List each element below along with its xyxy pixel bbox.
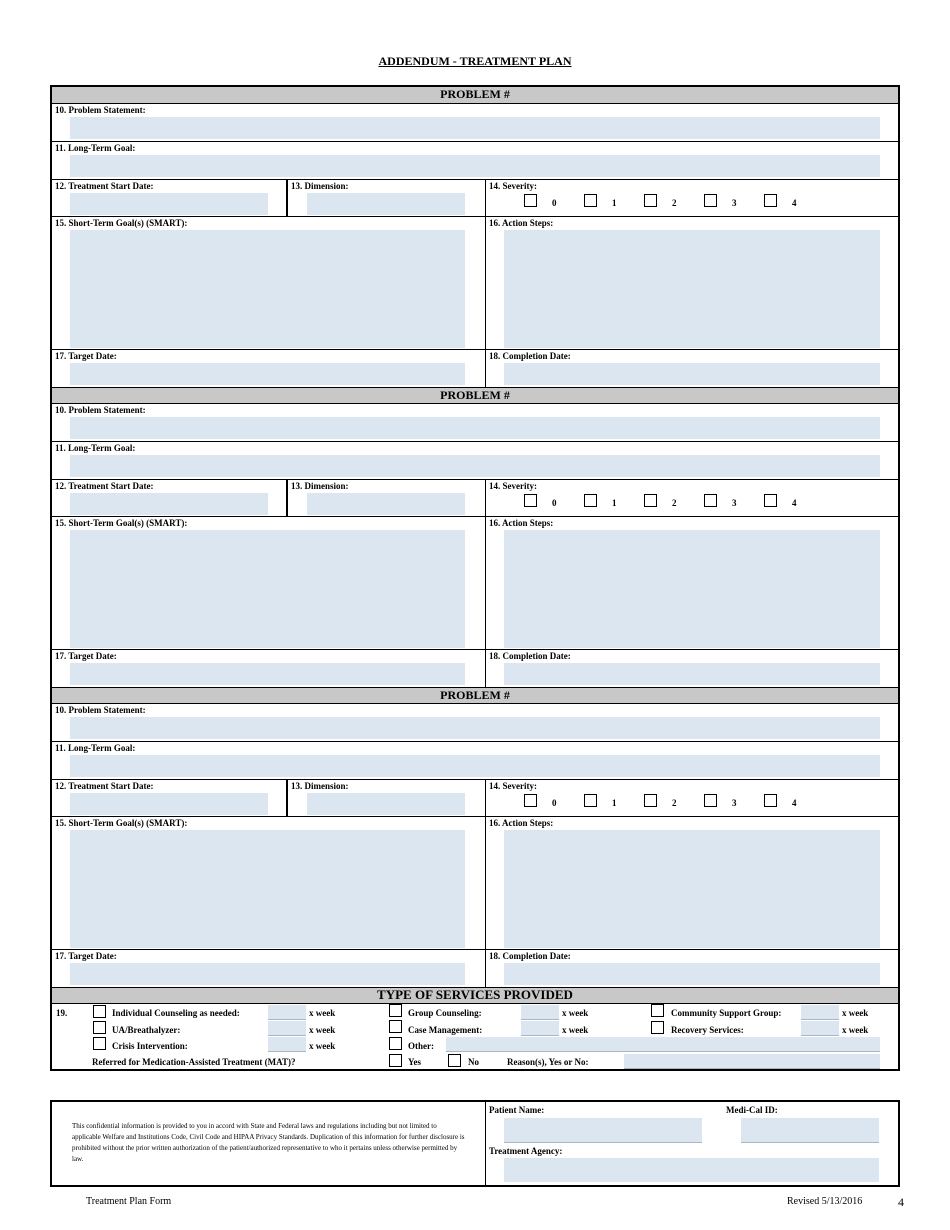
completion-date-field-1[interactable] <box>504 363 880 385</box>
action-steps-label: 16. Action Steps: <box>489 818 554 828</box>
dates-severity-row-1 <box>52 179 898 216</box>
dimension-label: 13. Dimension: <box>291 781 349 791</box>
problem-statement-row-3 <box>52 703 898 741</box>
problem-statement-label: 10. Problem Statement: <box>55 705 146 715</box>
action-steps-field-1[interactable] <box>504 230 880 348</box>
case-management-checkbox[interactable] <box>389 1020 402 1033</box>
short-term-goal-field-1[interactable] <box>70 230 465 348</box>
crisis-intervention-field[interactable] <box>268 1037 306 1052</box>
individual-counseling-label: Individual Counseling as needed: <box>112 1008 240 1018</box>
goals-steps-row-1 <box>52 216 898 349</box>
target-completion-row-1 <box>52 349 898 387</box>
problem-header-3: PROBLEM # <box>52 687 898 703</box>
mat-yes-checkbox[interactable] <box>389 1054 402 1067</box>
short-term-goal-label: 15. Short-Term Goal(s) (SMART): <box>55 218 188 228</box>
severity-1-label: 1 <box>612 198 617 208</box>
action-steps-field-2[interactable] <box>504 530 880 648</box>
patient-name-label: Patient Name: <box>489 1105 545 1115</box>
services-number: 19. <box>56 1008 68 1018</box>
completion-date-field-3[interactable] <box>504 963 880 985</box>
dates-severity-row-3 <box>52 779 898 816</box>
target-completion-row-2 <box>52 649 898 687</box>
severity-3-checkbox-3[interactable] <box>704 794 717 807</box>
patient-info-divider <box>485 1102 486 1185</box>
target-date-label: 17. Target Date: <box>55 351 117 361</box>
severity-0-label: 0 <box>552 198 557 208</box>
severity-2-label: 2 <box>672 498 677 508</box>
case-management-label: Case Management: <box>408 1025 483 1035</box>
goals-steps-row-3 <box>52 816 898 949</box>
short-term-goal-label: 15. Short-Term Goal(s) (SMART): <box>55 818 188 828</box>
goals-steps-row-2 <box>52 516 898 649</box>
problem-statement-row-1 <box>52 103 898 141</box>
crisis-intervention-label: Crisis Intervention: <box>112 1041 188 1051</box>
target-date-label: 17. Target Date: <box>55 951 117 961</box>
mat-question: Referred for Medication-Assisted Treatment (MAT)? <box>92 1057 296 1067</box>
dimension-field-3[interactable] <box>307 793 465 815</box>
severity-1-checkbox-1[interactable] <box>584 194 597 207</box>
mat-reasons-field[interactable] <box>624 1054 880 1069</box>
dimension-label: 13. Dimension: <box>291 481 349 491</box>
mat-yes-label: Yes <box>408 1057 421 1067</box>
community-support-field[interactable] <box>801 1005 839 1020</box>
problem-statement-field-3[interactable] <box>70 717 880 739</box>
page-number: 4 <box>898 1195 904 1209</box>
ua-breathalyzer-label: UA/Breathalyzer: <box>112 1025 181 1035</box>
long-term-goal-label: 11. Long-Term Goal: <box>55 443 136 453</box>
severity-4-checkbox-1[interactable] <box>764 194 777 207</box>
completion-date-label: 18. Completion Date: <box>489 951 571 961</box>
short-term-goal-label: 15. Short-Term Goal(s) (SMART): <box>55 518 188 528</box>
ua-breathalyzer-week: x week <box>309 1025 336 1035</box>
long-term-goal-row-1 <box>52 141 898 179</box>
action-steps-label: 16. Action Steps: <box>489 218 554 228</box>
long-term-goal-field-2[interactable] <box>70 455 880 477</box>
problem-statement-label: 10. Problem Statement: <box>55 405 146 415</box>
severity-3-checkbox-2[interactable] <box>704 494 717 507</box>
community-support-week: x week <box>842 1008 869 1018</box>
short-term-goal-field-3[interactable] <box>70 830 465 948</box>
severity-4-label: 4 <box>792 498 797 508</box>
group-counseling-checkbox[interactable] <box>389 1004 402 1017</box>
confidentiality-notice: This confidential information is provided to you in accord with State and Federal laws and regulations including but not limited to applicable Welfare and Institutions Code, Civil Code and HIPAA Privacy Standards. Duplication of this information for further disclosure is prohibited without the prior written authorization of the patient/authorized representative to who it pertains unless otherwise permitted by law. <box>72 1122 465 1163</box>
form-name: Treatment Plan Form <box>86 1196 172 1207</box>
severity-0-checkbox-1[interactable] <box>524 194 537 207</box>
problem-statement-row-2 <box>52 403 898 441</box>
ua-breathalyzer-checkbox[interactable] <box>93 1021 106 1034</box>
recovery-services-checkbox[interactable] <box>651 1021 664 1034</box>
group-counseling-week: x week <box>562 1008 589 1018</box>
dates-severity-row-2 <box>52 479 898 516</box>
severity-3-checkbox-1[interactable] <box>704 194 717 207</box>
ua-breathalyzer-field[interactable] <box>268 1021 306 1036</box>
severity-1-checkbox-3[interactable] <box>584 794 597 807</box>
treatment-start-field-1[interactable] <box>70 193 268 215</box>
problem-header-2: PROBLEM # <box>52 387 898 403</box>
treatment-start-field-2[interactable] <box>70 493 268 515</box>
severity-3-label: 3 <box>732 798 737 808</box>
problem-header-1: PROBLEM # <box>52 87 898 103</box>
severity-2-label: 2 <box>672 198 677 208</box>
severity-1-label: 1 <box>612 798 617 808</box>
severity-2-checkbox-1[interactable] <box>644 194 657 207</box>
dimension-label: 13. Dimension: <box>291 181 349 191</box>
individual-counseling-field[interactable] <box>268 1005 306 1020</box>
crisis-intervention-week: x week <box>309 1041 336 1051</box>
services-section <box>52 1003 898 1069</box>
severity-2-checkbox-3[interactable] <box>644 794 657 807</box>
problem-statement-field-1[interactable] <box>70 117 880 139</box>
severity-1-label: 1 <box>612 498 617 508</box>
treatment-plan-frame <box>50 85 900 1071</box>
severity-2-checkbox-2[interactable] <box>644 494 657 507</box>
other-label: Other: <box>408 1041 434 1051</box>
completion-date-field-2[interactable] <box>504 663 880 685</box>
target-date-field-2[interactable] <box>70 663 465 685</box>
target-completion-row-3 <box>52 949 898 987</box>
severity-1-checkbox-2[interactable] <box>584 494 597 507</box>
severity-0-label: 0 <box>552 498 557 508</box>
crisis-intervention-checkbox[interactable] <box>93 1037 106 1050</box>
severity-3-label: 3 <box>732 498 737 508</box>
group-counseling-label: Group Counseling: <box>408 1008 482 1018</box>
severity-0-checkbox-3[interactable] <box>524 794 537 807</box>
other-field[interactable] <box>446 1037 880 1052</box>
long-term-goal-row-3 <box>52 741 898 779</box>
short-term-goal-field-2[interactable] <box>70 530 465 648</box>
severity-3-label: 3 <box>732 198 737 208</box>
severity-4-checkbox-3[interactable] <box>764 794 777 807</box>
mat-no-label: No <box>468 1057 479 1067</box>
mat-reasons-label: Reason(s), Yes or No: <box>507 1057 589 1067</box>
severity-0-checkbox-2[interactable] <box>524 494 537 507</box>
long-term-goal-field-3[interactable] <box>70 755 880 777</box>
long-term-goal-label: 11. Long-Term Goal: <box>55 743 136 753</box>
treatment-agency-field[interactable] <box>504 1158 879 1182</box>
recovery-services-label: Recovery Services: <box>671 1025 744 1035</box>
target-date-field-1[interactable] <box>70 363 465 385</box>
treatment-start-field-3[interactable] <box>70 793 268 815</box>
treatment-start-label: 12. Treatment Start Date: <box>55 781 154 791</box>
long-term-goal-field-1[interactable] <box>70 155 880 177</box>
case-management-week: x week <box>562 1025 589 1035</box>
treatment-agency-label: Treatment Agency: <box>489 1146 563 1156</box>
other-checkbox[interactable] <box>389 1037 402 1050</box>
case-management-field[interactable] <box>521 1021 559 1036</box>
medi-cal-id-field[interactable] <box>741 1118 879 1143</box>
completion-date-label: 18. Completion Date: <box>489 651 571 661</box>
recovery-services-week: x week <box>842 1025 869 1035</box>
problem-statement-label: 10. Problem Statement: <box>55 105 146 115</box>
patient-info-frame <box>50 1100 900 1187</box>
severity-label: 14. Severity: <box>489 481 537 491</box>
treatment-start-label: 12. Treatment Start Date: <box>55 181 154 191</box>
dimension-field-2[interactable] <box>307 493 465 515</box>
action-steps-label: 16. Action Steps: <box>489 518 554 528</box>
severity-label: 14. Severity: <box>489 781 537 791</box>
severity-4-checkbox-2[interactable] <box>764 494 777 507</box>
individual-counseling-week: x week <box>309 1008 336 1018</box>
severity-4-label: 4 <box>792 798 797 808</box>
long-term-goal-row-2 <box>52 441 898 479</box>
recovery-services-field[interactable] <box>801 1021 839 1036</box>
completion-date-label: 18. Completion Date: <box>489 351 571 361</box>
dimension-field-1[interactable] <box>307 193 465 215</box>
treatment-start-label: 12. Treatment Start Date: <box>55 481 154 491</box>
individual-counseling-checkbox[interactable] <box>93 1005 106 1018</box>
long-term-goal-label: 11. Long-Term Goal: <box>55 143 136 153</box>
group-counseling-field[interactable] <box>521 1005 559 1020</box>
severity-label: 14. Severity: <box>489 181 537 191</box>
action-steps-field-3[interactable] <box>504 830 880 948</box>
services-header: TYPE OF SERVICES PROVIDED <box>52 987 898 1003</box>
community-support-label: Community Support Group: <box>671 1008 782 1018</box>
problem-statement-field-2[interactable] <box>70 417 880 439</box>
community-support-checkbox[interactable] <box>651 1004 664 1017</box>
target-date-field-3[interactable] <box>70 963 465 985</box>
target-date-label: 17. Target Date: <box>55 651 117 661</box>
medi-cal-id-label: Medi-Cal ID: <box>726 1105 778 1115</box>
severity-0-label: 0 <box>552 798 557 808</box>
severity-4-label: 4 <box>792 198 797 208</box>
severity-2-label: 2 <box>672 798 677 808</box>
mat-no-checkbox[interactable] <box>448 1054 461 1067</box>
patient-name-field[interactable] <box>504 1118 702 1143</box>
revision-date: Revised 5/13/2016 <box>787 1196 863 1207</box>
page-title: ADDENDUM - TREATMENT PLAN <box>378 54 572 68</box>
